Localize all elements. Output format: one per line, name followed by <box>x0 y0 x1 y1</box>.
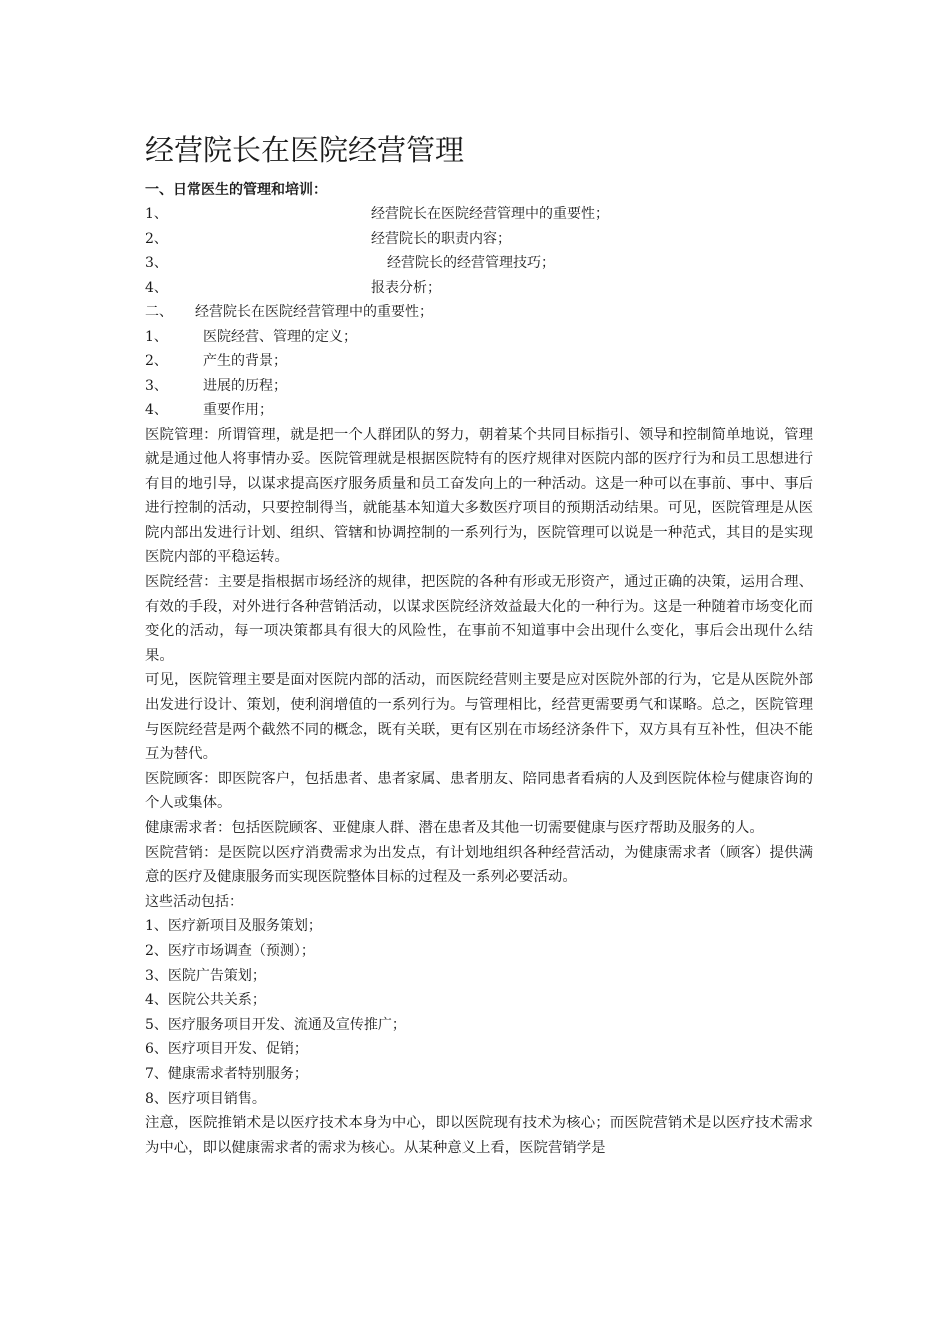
subsection-item-number: 3、 <box>145 377 168 394</box>
outline-item-1 <box>145 202 813 227</box>
outline-item-number: 1、 <box>145 206 168 222</box>
activity-item: 8、医疗项目销售。 <box>145 1090 266 1107</box>
activity-item: 4、医院公共关系； <box>145 992 266 1009</box>
activity-item: 1、医疗新项目及服务策划； <box>145 918 322 935</box>
subsection-item-1 <box>145 325 813 350</box>
outline-item-number: 3、 <box>145 255 168 271</box>
activity-item: 3、医院广告策划； <box>145 967 266 984</box>
paragraph-health-seeker: 健康需求者：包括医院顾客、亚健康人群、潜在患者及其他一切需要健康与医疗帮助及服务的人。 <box>145 820 764 836</box>
subsection-item-2 <box>145 349 813 374</box>
subsection-item-number: 2、 <box>145 353 168 369</box>
subsection-item-3 <box>145 374 813 399</box>
subsection-item-text: 重要作用； <box>203 402 273 418</box>
section1-heading: 一、日常医生的管理和培训： <box>145 182 327 198</box>
subsection-item-text: 进展的历程； <box>203 377 287 394</box>
activity-item: 7、健康需求者特别服务； <box>145 1065 308 1082</box>
subsection-item-text: 产生的背景； <box>203 353 287 369</box>
section2-heading <box>145 300 813 325</box>
outline-item-text: 经营院长在医院经营管理中的重要性； <box>371 206 609 222</box>
paragraph-hospital-management: 医院管理：所谓管理，就是把一个人群团队的努力，朝着某个共同目标指引、领导和控制简单地说，管理就是通过他人将事情办妥。医院管理就是根据医院特有的医疗规律对医院内部的医疗行为和员工思想进行有目的地引导，以谋求提高医疗服务质量和员工奋发向上的一种活动。这是一种可以在事前、事中、事后进行控制的活动，只要控制得当，就能基本知道大多数医疗项目的预期活动结果。可见，医院管理是从医院内部出发进行计划、组织、管辖和协调控制的一系列行为，医院管理可以说是一种范式，其目的是实现医院内部的平稳运转。 <box>145 426 813 566</box>
subsection-item-number: 4、 <box>145 402 168 418</box>
section2-title: 经营院长在医院经营管理中的重要性； <box>195 304 433 320</box>
subsection-item-text: 医院经营、管理的定义； <box>203 328 357 345</box>
activity-item: 5、医疗服务项目开发、流通及宣传推广； <box>145 1016 406 1033</box>
outline-item-text: 报表分析； <box>371 279 441 296</box>
paragraph-hospital-marketing: 医院营销：是医院以医疗消费需求为出发点，有计划地组织各种经营活动，为健康需求者（顾客）提供满意的医疗及健康服务而实现医院整体目标的过程及一系列必要活动。 <box>145 844 813 886</box>
outline-item-4 <box>145 276 813 301</box>
document-page <box>145 130 813 1160</box>
outline-item-2 <box>145 227 813 252</box>
activity-item: 2、医疗市场调查（预测）； <box>145 942 315 959</box>
activities-intro: 这些活动包括： <box>145 893 243 910</box>
subsection-item-4 <box>145 398 813 423</box>
outline-item-number: 2、 <box>145 230 168 247</box>
paragraph-hospital-customer: 医院顾客：即医院客户，包括患者、患者家属、患者朋友、陪同患者看病的人及到医院体检与健康咨询的个人或集体。 <box>145 770 813 812</box>
outline-item-text: 经营院长的职责内容； <box>371 230 511 247</box>
outline-item-text: 经营院长的经营管理技巧； <box>387 255 555 271</box>
activity-item: 6、医疗项目开发、促销； <box>145 1041 308 1058</box>
outline-item-3 <box>145 251 813 276</box>
paragraph-hospital-operation: 医院经营：主要是指根据市场经济的规律，把医院的各种有形或无形资产，通过正确的决策，运用合理、有效的手段，对外进行各种营销活动，以谋求医院经济效益最大化的一种行为。这是一种随着市场变化而变化的活动，每一项决策都具有很大的风险性，在事前不知道事中会出现什么变化，事后会出现什么结果。 <box>145 574 813 664</box>
section2-number: 二、 <box>145 304 173 320</box>
paragraph-comparison: 可见，医院管理主要是面对医院内部的活动，而医院经营则主要是应对医院外部的行为，它是从医院外部出发进行设计、策划，使利润增值的一系列行为。与管理相比，经营更需要勇气和谋略。总之，医院管理与医院经营是两个截然不同的概念，既有关联，更有区别在市场经济条件下，双方具有互补性，但决不能互为替代。 <box>145 672 813 763</box>
paragraph-note: 注意，医院推销术是以医疗技术本身为中心，即以医院现有技术为核心；而医院营销术是以医疗技术需求为中心，即以健康需求者的需求为核心。从某种意义上看，医院营销学是 <box>145 1115 813 1156</box>
outline-item-number: 4、 <box>145 279 168 296</box>
subsection-item-number: 1、 <box>145 328 168 345</box>
document-title: 经营院长在医院经营管理 <box>145 133 465 167</box>
